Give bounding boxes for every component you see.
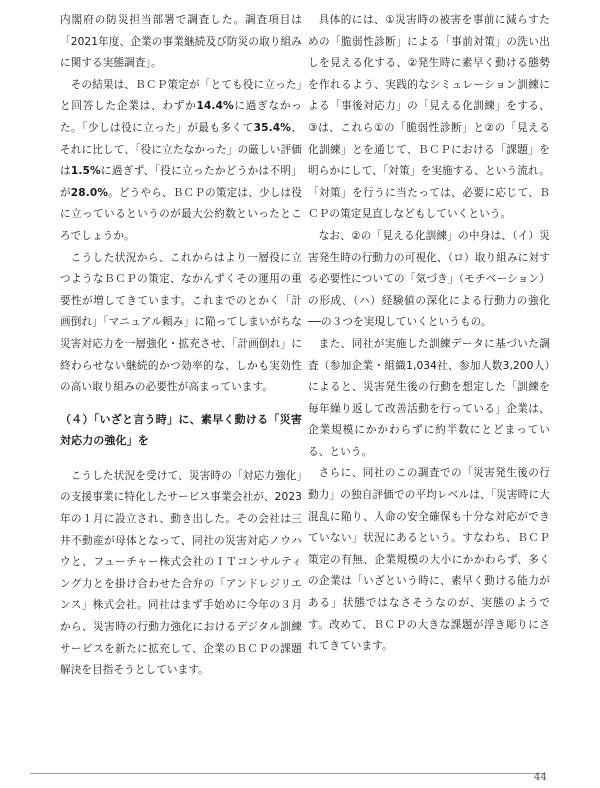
paragraph: 内閣府の防災担当部署で調査した。調査項目は「2021年度、企業の事業継続及び防災の取り組みに関する実態調査」。	[60, 14, 302, 70]
page-number: 44	[534, 772, 547, 783]
paragraph: 具体的には、①災害時の被害を事前に減らすための「脆弱性診断」による「事前対策」の洗い出しを見える化する、②発生時に素早く動ける態勢を作れるよう、実践的なシミュレーション訓練による「事後対応力」の「見える化訓練」をする、③は、これら①の「脆弱性診断」と②の「見える化訓練」とを通じて、ＢＣＰにおける「課題」を明らかにして、「対策」を実施する、という流れ。「対策」を行うに当たっては、必要に応じて、ＢＣＰの策定見直しなどもしていくという。	[308, 14, 550, 221]
stat-unknown: 28.0%	[70, 186, 109, 199]
paragraph: こうした状況を受けて、災害時の「対応力強化」の支援事業に特化したサービス事業会社が、2023年の１月に設立され、動き出した。その会社は三井不動産が母体となって、同社の災害対応ノウハウと、フューチャー株式会社のＩＴコンサルティング力とを掛け合わせた合弁の「アンドレジリエンス」株式会社。同社はまず手始めに今年の３月から、災害時の行動力強化におけるデジタル訓練サービスを新たに拡充して、企業のＢＣＰの課題解決を目指そうとしています。	[60, 469, 302, 677]
paragraph: こうした状況から、これからはより一層役に立つようなＢＣＰの策定、なかんずくその運用の重要性が増してきています。これまでのとかく「計画倒れ」「マニュアル頼み」に陥ってしまいがちな災害対応力を一層強化・拡充させ、「計画倒れ」に終わらせない継続的かつ効率的な、しかも実効性の高い取り組みの必要性が高まっています。	[60, 251, 302, 394]
right-column	[308, 10, 550, 658]
paragraph: さらに、同社のこの調査での「災害発生後の行動力」の独自評価での平均レベルは、「災害時に大混乱に陥り、人命の安全確保も十分な対応ができていない」状況にあるという。すなわち、ＢＣＰ策定の有無、企業規模の大小にかかわらず、多くの企業は「いざという時に、素早く動ける能力がある」状態ではなさそうなのが、実態のようです。改めて、ＢＣＰの大きな課題が浮き彫りにされてきています。	[308, 467, 550, 653]
stat-very-useful: 14.4%	[196, 100, 234, 113]
stat-somewhat-useful: 35.4%	[253, 121, 291, 134]
section-heading: （４）「いざと言う時」に、素早く動ける「災害対応力の強化」を	[60, 412, 302, 448]
paragraph: また、同社が実施した訓練データに基づいた調査（参加企業・組織1,034社、参加人数3,200人）によると、災害発生後の行動を想定した「訓練を毎年繰り返して改善活動を行っている」企業は、企業規模にかかわらずに約半数にとどまっている、という。	[308, 337, 550, 458]
paragraph: なお、②の「見える化訓練」の中身は、（イ）災害発生時の行動力の可視化、（ロ）取り組みに対する必要性についての「気づき」（モチベーション）の形成、（ハ）経験値の深化による行動力の強化──の３つを実現していくというもの。	[308, 229, 550, 329]
left-column	[60, 10, 302, 682]
footer-rule	[30, 773, 546, 774]
paragraph-results: その結果は、ＢＣＰ策定が「とても役に立った」と回答した企業は、わずか14.4%に過ぎなかった。「少しは役に立った」が最も多くて35.4%、それに比して、「役に立たなかった」の厳しい評価は1.5%に過ぎず、「役に立ったかどうかは不明」が28.0%。どうやら、ＢＣＰの策定は、少しは役に立っているというのが最大公約数といったところでしょうか。	[60, 78, 302, 242]
stat-not-useful: 1.5%	[70, 165, 101, 178]
